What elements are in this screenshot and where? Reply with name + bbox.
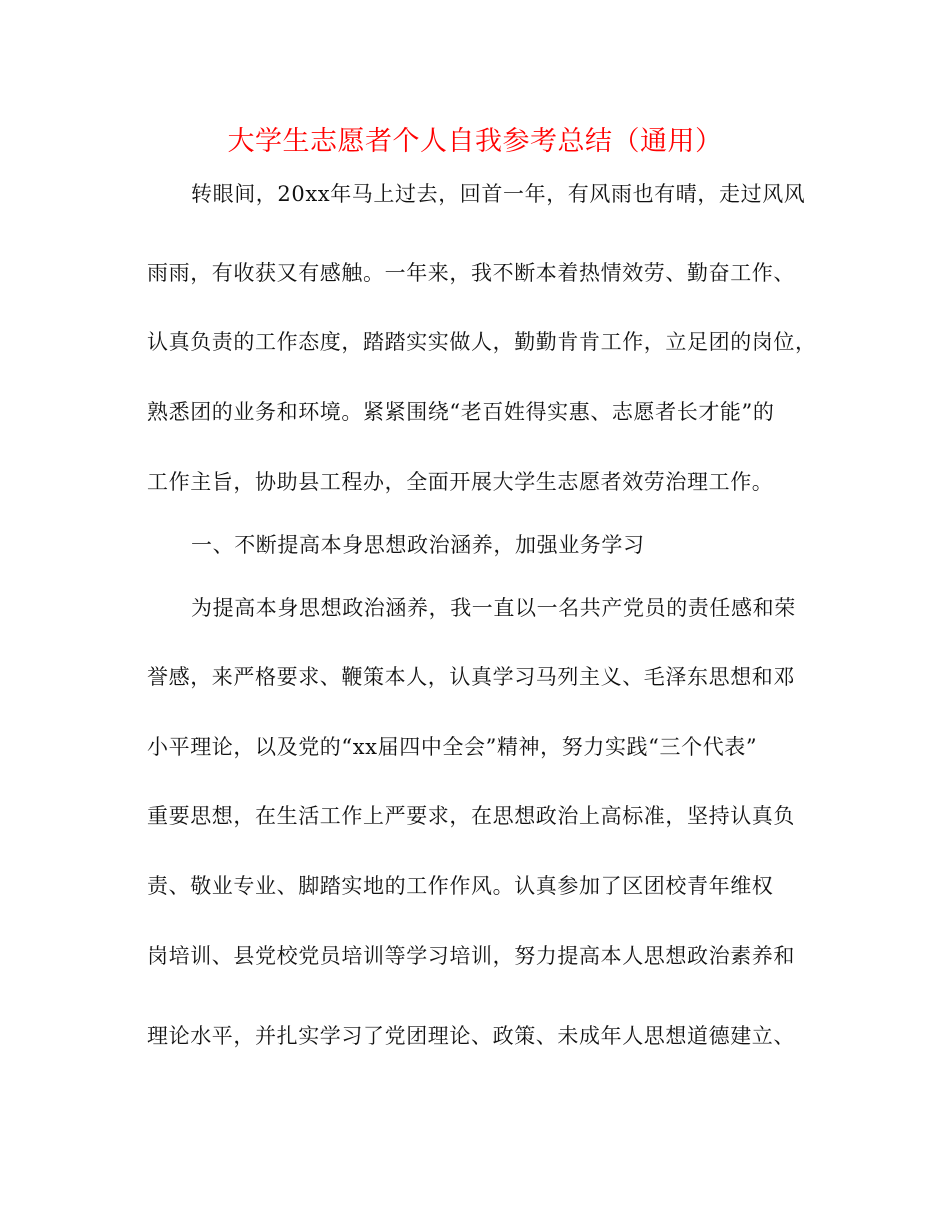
paragraph-line: 转眼间，20xx年马上过去，回首一年，有风雨也有晴，走过风风	[191, 182, 806, 206]
paragraph-line: 熟悉团的业务和环境。紧紧围绕“老百姓得实惠、志愿者长才能”的	[147, 400, 775, 424]
paragraph-line: 工作主旨，协助县工程办，全面开展大学生志愿者效劳治理工作。	[147, 470, 774, 494]
paragraph-line: 为提高本身思想政治涵养，我一直以一名共产党员的责任感和荣	[191, 596, 796, 620]
paragraph-line: 认真负责的工作态度，踏踏实实做人，勤勤肯肯工作，立足团的岗位，	[147, 330, 817, 354]
paragraph-line: 岗培训、县党校党员培训等学习培训，努力提高本人思想政治素养和	[147, 944, 795, 968]
document-title: 大学生志愿者个人自我参考总结（通用）	[227, 126, 723, 157]
paragraph-line: 誉感，来严格要求、鞭策本人，认真学习马列主义、毛泽东思想和邓	[147, 665, 795, 689]
section-heading: 一、不断提高本身思想政治涵养，加强业务学习	[191, 533, 645, 557]
paragraph-line: 重要思想，在生活工作上严要求，在思想政治上高标准，坚持认真负	[147, 804, 795, 828]
paragraph-line: 小平理论，以及党的“xx届四中全会”精神，努力实践“三个代表”	[147, 735, 758, 759]
paragraph-line: 理论水平，并扎实学习了党团理论、政策、未成年人思想道德建立、	[147, 1024, 795, 1048]
paragraph-line: 责、敬业专业、脚踏实地的工作作风。认真参加了区团校青年维权	[147, 874, 774, 898]
paragraph-line: 雨雨，有收获又有感触。一年来，我不断本着热情效劳、勤奋工作、	[147, 261, 795, 285]
